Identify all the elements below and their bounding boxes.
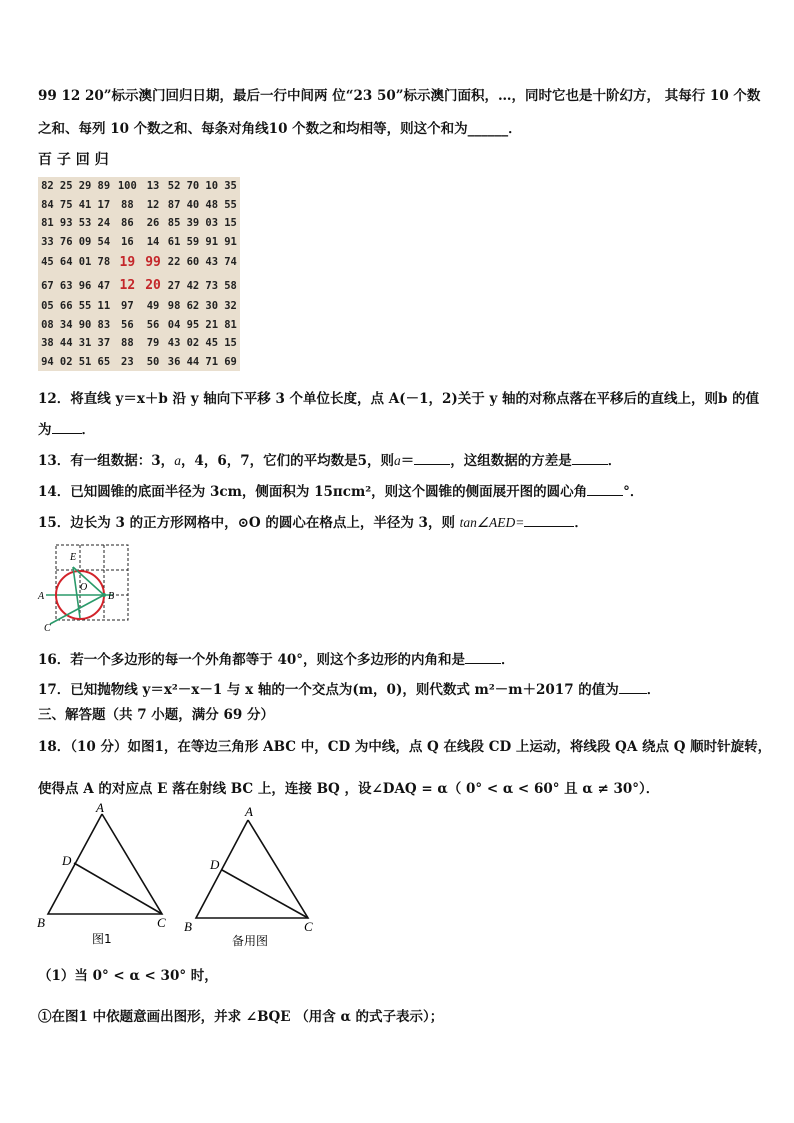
magic-square-cell: 71 bbox=[205, 355, 219, 368]
magic-square-cell: 98 bbox=[167, 300, 181, 313]
label-C: C bbox=[44, 623, 51, 632]
magic-square-image bbox=[38, 177, 240, 371]
q13-mid2: ＝ bbox=[400, 453, 415, 469]
magic-square-cell: 35 bbox=[224, 180, 237, 193]
magic-square-cell: 25 bbox=[59, 180, 73, 193]
section-3-heading: 三、解答题（共 7 小题，满分 69 分） bbox=[38, 707, 274, 723]
magic-square-cell: 81 bbox=[41, 217, 54, 230]
magic-square-cell: 16 bbox=[121, 235, 134, 248]
magic-square-cell: 59 bbox=[186, 235, 200, 248]
q12-suffix: ． bbox=[81, 422, 95, 438]
magic-square-cell: 15 bbox=[224, 337, 237, 350]
magic-square-row bbox=[38, 297, 240, 315]
magic-square-table bbox=[38, 177, 240, 371]
magic-square-cell: 05 bbox=[41, 300, 54, 313]
magic-square-cell: 100 bbox=[117, 180, 137, 193]
spare-label-A: A bbox=[245, 804, 253, 819]
magic-square-cell: 12 bbox=[146, 198, 160, 211]
magic-square-cell: 44 bbox=[186, 355, 200, 368]
magic-square-row bbox=[38, 214, 240, 232]
magic-square-cell: 88 bbox=[121, 198, 134, 211]
magic-square-cell: 53 bbox=[78, 217, 92, 230]
q17-text: 17．已知抛物线 y＝x²－x－1 与 x 轴的一个交点为(m，0)，则代数式 m²－m＋2017 的值为 bbox=[38, 682, 619, 698]
magic-square-cell: 52 bbox=[167, 180, 181, 193]
magic-square-cell: 74 bbox=[224, 256, 237, 269]
magic-square-cell: 37 bbox=[97, 337, 111, 350]
label-O: O bbox=[80, 582, 88, 593]
fig1-label-D: D bbox=[62, 853, 72, 868]
figure-spare bbox=[178, 800, 328, 950]
q15-grid-figure bbox=[36, 540, 136, 632]
magic-square-cell: 24 bbox=[97, 217, 111, 230]
q16-blank bbox=[465, 663, 501, 664]
magic-square-cell: 49 bbox=[146, 300, 160, 313]
q17-blank bbox=[619, 693, 647, 694]
magic-square-cell: 44 bbox=[59, 337, 73, 350]
magic-square-cell: 85 bbox=[167, 217, 181, 230]
q14-suffix: °． bbox=[623, 484, 644, 500]
fig1-caption: 图1 bbox=[92, 932, 112, 946]
magic-square-cell: 45 bbox=[41, 256, 54, 269]
magic-square-cell: 86 bbox=[121, 217, 134, 230]
magic-square-cell: 81 bbox=[224, 318, 237, 331]
label-A: A bbox=[38, 591, 45, 602]
magic-square-cell: 43 bbox=[205, 256, 219, 269]
magic-square-cell: 39 bbox=[186, 217, 200, 230]
magic-square-cell: 19 bbox=[119, 254, 136, 270]
magic-square-cell: 73 bbox=[205, 279, 219, 292]
magic-square-cell: 41 bbox=[78, 198, 92, 211]
magic-square-cell: 75 bbox=[59, 198, 73, 211]
magic-square-cell: 56 bbox=[146, 318, 160, 331]
magic-square-cell: 34 bbox=[59, 318, 73, 331]
fig1-label-A: A bbox=[96, 800, 104, 815]
q17-line bbox=[38, 678, 660, 698]
q12-line-2 bbox=[38, 418, 95, 438]
magic-square-cell: 50 bbox=[146, 355, 160, 368]
magic-square-cell: 67 bbox=[41, 279, 54, 292]
magic-square-cell: 66 bbox=[59, 300, 73, 313]
magic-square-cell: 89 bbox=[97, 180, 111, 193]
magic-square-cell: 26 bbox=[146, 217, 160, 230]
sub-question-1-item: ①在图1 中依题意画出图形，并求 ∠BQE （用含 α 的式子表示）； bbox=[38, 1009, 444, 1025]
magic-square-cell: 54 bbox=[97, 235, 111, 248]
magic-square-cell: 12 bbox=[119, 278, 136, 294]
q13-suffix: ． bbox=[607, 453, 622, 469]
magic-square-cell: 45 bbox=[205, 337, 219, 350]
magic-square-cell: 08 bbox=[41, 318, 54, 331]
spare-caption: 备用图 bbox=[232, 934, 269, 948]
magic-square-row bbox=[38, 334, 240, 352]
magic-square-cell: 27 bbox=[167, 279, 181, 292]
magic-square-cell: 11 bbox=[97, 300, 111, 313]
q13-mid1: ，4，6，7，它们的平均数是5，则 bbox=[180, 453, 395, 469]
spare-label-C: C bbox=[304, 919, 313, 934]
magic-square-cell: 51 bbox=[78, 355, 92, 368]
magic-square-cell: 22 bbox=[167, 256, 181, 269]
magic-square-cell: 84 bbox=[41, 198, 54, 211]
q12-prefix: 为 bbox=[38, 422, 52, 438]
magic-square-cell: 20 bbox=[145, 278, 161, 294]
q13-var-a: a bbox=[174, 453, 181, 468]
magic-square-row bbox=[38, 352, 240, 371]
median-CD bbox=[74, 863, 162, 914]
magic-square-cell: 04 bbox=[167, 318, 181, 331]
magic-square-cell: 95 bbox=[186, 318, 200, 331]
magic-square-cell: 60 bbox=[186, 256, 200, 269]
magic-square-row bbox=[38, 274, 240, 297]
magic-square-row bbox=[38, 195, 240, 213]
q15-tan: tan∠AED= bbox=[459, 515, 525, 530]
magic-square-cell: 93 bbox=[59, 217, 73, 230]
q16-suffix: ． bbox=[501, 652, 515, 668]
q14-line bbox=[38, 480, 643, 500]
q14-blank bbox=[587, 495, 623, 496]
magic-square-cell: 91 bbox=[224, 235, 237, 248]
magic-square-cell: 33 bbox=[41, 235, 54, 248]
magic-square-cell: 23 bbox=[121, 355, 134, 368]
q16-text: 16．若一个多边形的每一个外角都等于 40°，则这个多边形的内角和是 bbox=[38, 652, 466, 668]
magic-square-cell: 65 bbox=[97, 355, 111, 368]
point-B bbox=[102, 593, 106, 597]
dashed-grid bbox=[56, 545, 128, 620]
magic-square-cell: 76 bbox=[59, 235, 73, 248]
q15-blank bbox=[524, 526, 574, 527]
q13-var-a2: a bbox=[394, 453, 401, 468]
magic-square-cell: 55 bbox=[224, 198, 237, 211]
magic-square-row bbox=[38, 316, 240, 334]
magic-square-cell: 69 bbox=[224, 355, 237, 368]
q13-line bbox=[38, 449, 621, 469]
magic-square-cell: 36 bbox=[167, 355, 181, 368]
magic-square-cell: 02 bbox=[186, 337, 200, 350]
magic-square-cell: 55 bbox=[78, 300, 92, 313]
spare-label-B: B bbox=[184, 919, 192, 934]
magic-square-cell: 96 bbox=[78, 279, 92, 292]
q13-blank-a bbox=[414, 464, 450, 465]
magic-square-cell: 03 bbox=[205, 217, 219, 230]
magic-square-cell: 70 bbox=[186, 180, 200, 193]
magic-square-cell: 99 bbox=[145, 254, 161, 270]
intro-line-2: 之和、每列 10 个数之和、每条对角线10 个数之和均相等，则这个和为______． bbox=[38, 121, 522, 137]
spare-label-D: D bbox=[210, 857, 220, 872]
fig1-label-B: B bbox=[37, 915, 45, 930]
magic-square-cell: 97 bbox=[121, 300, 134, 313]
magic-square-row bbox=[38, 251, 240, 274]
q13-blank-var bbox=[572, 464, 608, 465]
magic-square-cell: 43 bbox=[167, 337, 181, 350]
magic-square-cell: 78 bbox=[97, 256, 111, 269]
magic-square-cell: 90 bbox=[78, 318, 92, 331]
q13-prefix: 13．有一组数据：3， bbox=[38, 453, 175, 469]
magic-square-cell: 40 bbox=[186, 198, 200, 211]
label-B: B bbox=[108, 591, 115, 602]
magic-square-cell: 64 bbox=[59, 256, 73, 269]
magic-square-cell: 02 bbox=[59, 355, 73, 368]
magic-square-cell: 15 bbox=[224, 217, 237, 230]
magic-square-cell: 30 bbox=[205, 300, 219, 313]
q18-line-1: 18．（10 分）如图1，在等边三角形 ABC 中，CD 为中线，点 Q 在线段 CD 上运动，将线段 QA 绕点 Q 顺时针旋转， bbox=[38, 739, 772, 755]
median-CD-spare bbox=[222, 870, 308, 918]
magic-square-cell: 38 bbox=[41, 337, 54, 350]
q15-line bbox=[38, 511, 588, 531]
magic-square-cell: 87 bbox=[167, 198, 181, 211]
magic-square-cell: 14 bbox=[146, 235, 160, 248]
figure-1 bbox=[34, 800, 174, 948]
magic-square-cell: 01 bbox=[78, 256, 92, 269]
sub-question-1: （1）当 0° < α < 30° 时， bbox=[38, 968, 218, 984]
magic-square-cell: 91 bbox=[205, 235, 219, 248]
q12-line-1: 12．将直线 y＝x＋b 沿 y 轴向下平移 3 个单位长度，点 A(－1，2)关于 y 轴的对称点落在平移后的直线上，则b 的值 bbox=[38, 391, 760, 407]
magic-square-cell: 13 bbox=[146, 180, 160, 193]
q13-mid3: ，这组数据的方差是 bbox=[450, 453, 572, 469]
intro-line-1: 99 12 20”标示澳门回归日期，最后一行中间两 位“23 50”标示澳门面积，…，同时它也是十阶幻方， 其每行 10 个数 bbox=[38, 88, 761, 104]
magic-square-cell: 29 bbox=[78, 180, 92, 193]
grid-title: 百 子 回 归 bbox=[38, 152, 109, 168]
magic-square-cell: 82 bbox=[41, 180, 54, 193]
magic-square-cell: 83 bbox=[97, 318, 111, 331]
q15-suffix: ． bbox=[574, 515, 588, 531]
magic-square-cell: 32 bbox=[224, 300, 237, 313]
fig1-label-C: C bbox=[157, 915, 166, 930]
q15-text: 15．边长为 3 的正方形网格中，⊙O 的圆心在格点上，半径为 3，则 bbox=[38, 515, 460, 531]
magic-square-cell: 47 bbox=[97, 279, 111, 292]
magic-square-row bbox=[38, 177, 240, 195]
q17-suffix: ． bbox=[646, 682, 661, 698]
magic-square-cell: 21 bbox=[205, 318, 219, 331]
magic-square-cell: 17 bbox=[97, 198, 111, 211]
magic-square-cell: 63 bbox=[59, 279, 73, 292]
q14-text: 14．已知圆锥的底面半径为 3cm，侧面积为 15πcm²，则这个圆锥的侧面展开图的圆心角 bbox=[38, 484, 588, 500]
magic-square-cell: 58 bbox=[224, 279, 237, 292]
magic-square-cell: 56 bbox=[121, 318, 134, 331]
magic-square-cell: 88 bbox=[121, 337, 134, 350]
q12-answer-blank bbox=[52, 433, 82, 434]
magic-square-cell: 94 bbox=[41, 355, 54, 368]
magic-square-cell: 10 bbox=[205, 180, 219, 193]
magic-square-row bbox=[38, 232, 240, 250]
magic-square-cell: 09 bbox=[78, 235, 92, 248]
q16-line bbox=[38, 648, 515, 668]
label-E: E bbox=[70, 552, 77, 563]
magic-square-cell: 31 bbox=[78, 337, 92, 350]
magic-square-cell: 42 bbox=[186, 279, 200, 292]
q18-line-2: 使得点 A 的对应点 E 落在射线 BC 上，连接 BQ ，设∠DAQ = α（ 0° < α < 60° 且 α ≠ 30°）． bbox=[38, 781, 660, 797]
magic-square-cell: 79 bbox=[146, 337, 160, 350]
magic-square-cell: 61 bbox=[167, 235, 181, 248]
magic-square-cell: 48 bbox=[205, 198, 219, 211]
magic-square-cell: 62 bbox=[186, 300, 200, 313]
